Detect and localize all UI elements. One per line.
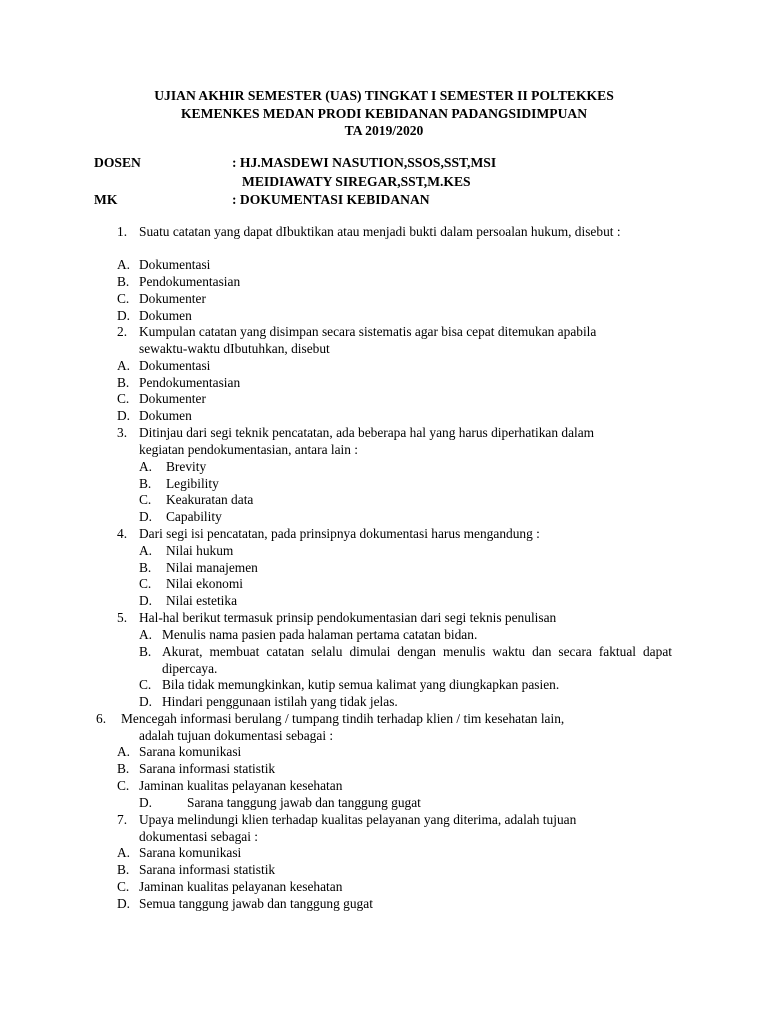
option-label: B. (139, 560, 152, 575)
question-text-line-2: sewaktu-waktu dIbutuhkan, disebut (139, 341, 330, 356)
option-text: Sarana komunikasi (139, 744, 242, 759)
option-text: Dokumenter (139, 291, 206, 306)
option-label: D. (117, 896, 131, 911)
option-text: Pendokumentasian (139, 375, 241, 390)
option-label: C. (139, 576, 152, 591)
option-text: Dokumentasi (139, 257, 211, 272)
option-text: Sarana tanggung jawab dan tanggung gugat (187, 795, 421, 810)
question-text-line-2: adalah tujuan dokumentasi sebagai : (139, 728, 334, 743)
option-label: D. (117, 308, 131, 323)
question-text-line-1: Kumpulan catatan yang disimpan secara sistematis agar bisa cepat ditemukan apabila (139, 324, 597, 339)
question-text: Hal-hal berikut termasuk prinsip pendokumentasian dari segi teknis penulisan (139, 610, 557, 625)
option-text: Nilai hukum (166, 543, 234, 558)
title-line-3: TA 2019/2020 (344, 123, 424, 138)
dosen-value-2: MEIDIAWATY SIREGAR,SST,M.KES (242, 174, 471, 189)
option-label: D. (117, 408, 131, 423)
option-label: A. (117, 845, 131, 860)
option-text: Jaminan kualitas pelayanan kesehatan (139, 879, 343, 894)
question-number: 6. (96, 711, 107, 726)
option-label: A. (117, 358, 131, 373)
option-label: B. (139, 644, 152, 659)
option-text: Sarana informasi statistik (139, 761, 276, 776)
option-label: B. (117, 375, 130, 390)
title-line-2: KEMENKES MEDAN PRODI KEBIDANAN PADANGSIDIMPUAN (180, 105, 588, 121)
option-label: C. (117, 291, 130, 306)
question-number: 1. (117, 224, 128, 239)
option-label: D. (139, 593, 153, 608)
option-label: B. (117, 862, 130, 877)
dosen-label: DOSEN (94, 155, 141, 170)
option-text: Dokumen (139, 408, 192, 423)
option-label: D. (139, 694, 153, 709)
option-label: B. (117, 761, 130, 776)
option-label: D. (139, 509, 153, 524)
option-text: Nilai estetika (166, 593, 238, 608)
question-text-line-2: dokumentasi sebagai : (139, 829, 258, 844)
option-text: Akurat, membuat catatan selalu dimulai dengan menulis waktu dan secara faktual dapat dipercaya. (162, 644, 672, 676)
option-label: D. (139, 795, 153, 810)
title-line-1: UJIAN AKHIR SEMESTER (UAS) TINGKAT I SEMESTER II POLTEKKES (154, 88, 614, 103)
question-text-line-2: kegiatan pendokumentasian, antara lain : (139, 442, 359, 457)
option-label: C. (117, 879, 130, 894)
dosen-value-1: : HJ.MASDEWI NASUTION,SSOS,SST,MSI (232, 155, 497, 170)
option-text: Dokumentasi (139, 358, 211, 373)
option-text: Sarana komunikasi (139, 845, 242, 860)
option-text: Bila tidak memungkinkan, kutip semua kalimat yang diungkapkan pasien. (162, 677, 560, 692)
option-text: Pendokumentasian (139, 274, 241, 289)
question-number: 2. (117, 324, 128, 339)
option-text: Brevity (166, 459, 207, 474)
option-text: Nilai manajemen (166, 560, 258, 575)
option-text: Menulis nama pasien pada halaman pertama catatan bidan. (162, 627, 478, 642)
option-label: C. (117, 391, 130, 406)
option-text: Keakuratan data (166, 492, 254, 507)
option-text: Semua tanggung jawab dan tanggung gugat (139, 896, 373, 911)
question-text: Dari segi isi pencatatan, pada prinsipnya dokumentasi harus mengandung : (139, 526, 540, 541)
question-number: 3. (117, 425, 128, 440)
option-label: A. (139, 459, 153, 474)
question-text-line-1: Ditinjau dari segi teknik pencatatan, ada beberapa hal yang harus diperhatikan dalam (139, 425, 595, 440)
question-text: Suatu catatan yang dapat dIbuktikan atau menjadi bukti dalam persoalan hukum, disebut : (139, 224, 621, 239)
question-number: 4. (117, 526, 128, 541)
option-text: Legibility (166, 476, 219, 491)
option-text: Dokumenter (139, 391, 206, 406)
option-text: Capability (166, 509, 222, 524)
option-label: A. (117, 257, 131, 272)
option-label: A. (139, 627, 153, 642)
option-text: Jaminan kualitas pelayanan kesehatan (139, 778, 343, 793)
option-label: C. (139, 492, 152, 507)
option-text: Hindari penggunaan istilah yang tidak jelas. (162, 694, 398, 709)
option-text: Dokumen (139, 308, 192, 323)
mk-label: MK (94, 192, 118, 207)
mk-value: : DOKUMENTASI KEBIDANAN (232, 192, 430, 207)
option-label: C. (139, 677, 152, 692)
option-label: B. (117, 274, 130, 289)
question-text-line-1: Mencegah informasi berulang / tumpang tindih terhadap klien / tim kesehatan lain, (121, 711, 565, 726)
option-label: C. (117, 778, 130, 793)
option-label: B. (139, 476, 152, 491)
option-label: A. (117, 744, 131, 759)
option-label: A. (139, 543, 153, 558)
question-number: 5. (117, 610, 128, 625)
question-text-line-1: Upaya melindungi klien terhadap kualitas pelayanan yang diterima, adalah tujuan (139, 812, 577, 827)
exam-title (0, 87, 768, 140)
option-text: Nilai ekonomi (166, 576, 243, 591)
question-number: 7. (117, 812, 128, 827)
option-text: Sarana informasi statistik (139, 862, 276, 877)
